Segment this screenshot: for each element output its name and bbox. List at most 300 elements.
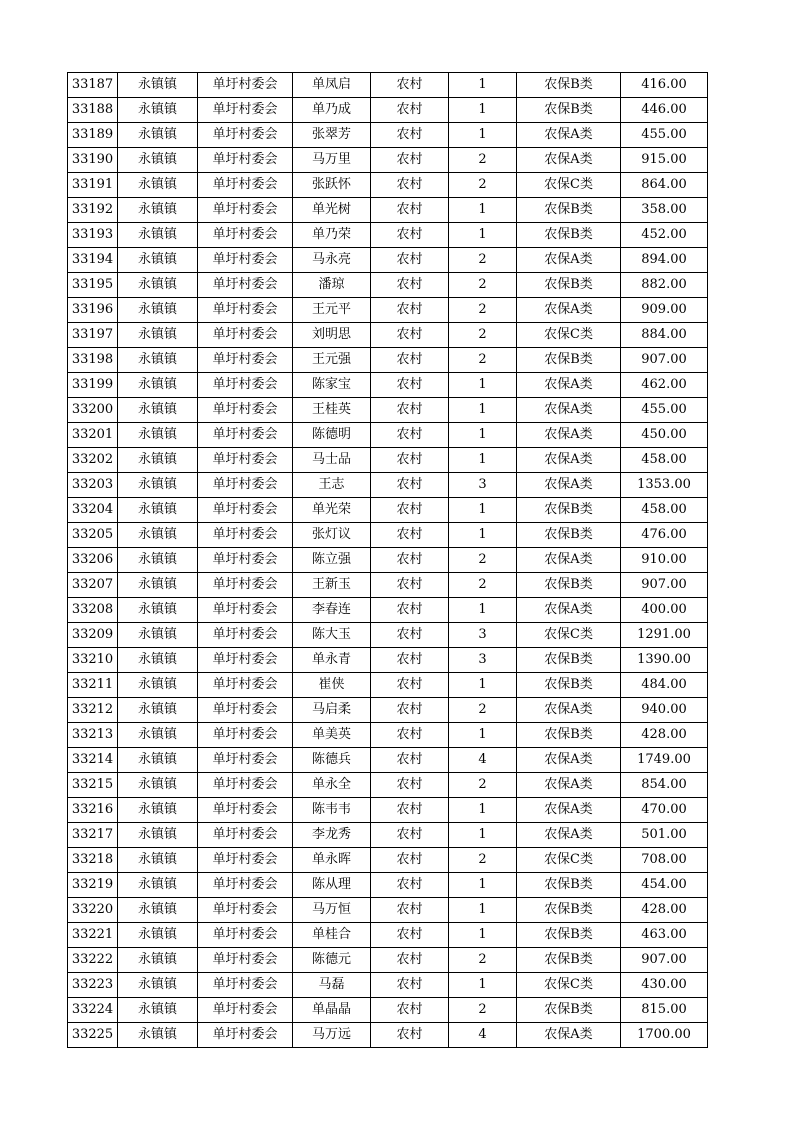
name-cell: 单光荣: [293, 498, 371, 523]
name-cell: 张跃怀: [293, 173, 371, 198]
table-row: [68, 673, 708, 698]
household-count-cell: 1: [449, 223, 517, 248]
name-cell: 陈德明: [293, 423, 371, 448]
amount-cell: 501.00: [621, 823, 708, 848]
town-cell: 永镇镇: [118, 548, 198, 573]
village-committee-cell: 单圩村委会: [198, 673, 293, 698]
amount-cell: 484.00: [621, 673, 708, 698]
amount-cell: 476.00: [621, 523, 708, 548]
area-type-cell: 农村: [371, 748, 449, 773]
area-type-cell: 农村: [371, 448, 449, 473]
name-cell: 陈德兵: [293, 748, 371, 773]
household-count-cell: 1: [449, 873, 517, 898]
name-cell: 马磊: [293, 973, 371, 998]
area-type-cell: 农村: [371, 498, 449, 523]
table-row: [68, 298, 708, 323]
table-row: [68, 148, 708, 173]
household-count-cell: 2: [449, 273, 517, 298]
area-type-cell: 农村: [371, 223, 449, 248]
record-id-cell: 33190: [68, 148, 118, 173]
name-cell: 陈大玉: [293, 623, 371, 648]
record-id-cell: 33217: [68, 823, 118, 848]
town-cell: 永镇镇: [118, 673, 198, 698]
amount-cell: 450.00: [621, 423, 708, 448]
table-row: [68, 1023, 708, 1048]
village-committee-cell: 单圩村委会: [198, 148, 293, 173]
area-type-cell: 农村: [371, 773, 449, 798]
amount-cell: 884.00: [621, 323, 708, 348]
town-cell: 永镇镇: [118, 1023, 198, 1048]
record-id-cell: 33205: [68, 523, 118, 548]
town-cell: 永镇镇: [118, 573, 198, 598]
insurance-category-cell: 农保B类: [517, 648, 621, 673]
amount-cell: 458.00: [621, 498, 708, 523]
table-row: [68, 348, 708, 373]
area-type-cell: 农村: [371, 473, 449, 498]
village-committee-cell: 单圩村委会: [198, 823, 293, 848]
amount-cell: 463.00: [621, 923, 708, 948]
town-cell: 永镇镇: [118, 223, 198, 248]
area-type-cell: 农村: [371, 648, 449, 673]
record-id-cell: 33194: [68, 248, 118, 273]
town-cell: 永镇镇: [118, 473, 198, 498]
record-id-cell: 33199: [68, 373, 118, 398]
name-cell: 单凤启: [293, 73, 371, 98]
village-committee-cell: 单圩村委会: [198, 198, 293, 223]
amount-cell: 428.00: [621, 723, 708, 748]
village-committee-cell: 单圩村委会: [198, 698, 293, 723]
village-committee-cell: 单圩村委会: [198, 223, 293, 248]
area-type-cell: 农村: [371, 1023, 449, 1048]
amount-cell: 470.00: [621, 798, 708, 823]
household-count-cell: 3: [449, 623, 517, 648]
record-id-cell: 33215: [68, 773, 118, 798]
table-row: [68, 648, 708, 673]
table-row: [68, 523, 708, 548]
area-type-cell: 农村: [371, 173, 449, 198]
record-id-cell: 33203: [68, 473, 118, 498]
area-type-cell: 农村: [371, 198, 449, 223]
village-committee-cell: 单圩村委会: [198, 173, 293, 198]
name-cell: 陈韦韦: [293, 798, 371, 823]
name-cell: 王元强: [293, 348, 371, 373]
name-cell: 单光树: [293, 198, 371, 223]
insurance-category-cell: 农保A类: [517, 298, 621, 323]
table-row: [68, 948, 708, 973]
record-id-cell: 33188: [68, 98, 118, 123]
insurance-category-cell: 农保B类: [517, 273, 621, 298]
name-cell: 马士品: [293, 448, 371, 473]
record-id-cell: 33187: [68, 73, 118, 98]
village-committee-cell: 单圩村委会: [198, 648, 293, 673]
table-row: [68, 398, 708, 423]
area-type-cell: 农村: [371, 598, 449, 623]
area-type-cell: 农村: [371, 348, 449, 373]
name-cell: 马启柔: [293, 698, 371, 723]
town-cell: 永镇镇: [118, 748, 198, 773]
village-committee-cell: 单圩村委会: [198, 873, 293, 898]
area-type-cell: 农村: [371, 273, 449, 298]
amount-cell: 452.00: [621, 223, 708, 248]
area-type-cell: 农村: [371, 948, 449, 973]
amount-cell: 907.00: [621, 573, 708, 598]
village-committee-cell: 单圩村委会: [198, 423, 293, 448]
name-cell: 王志: [293, 473, 371, 498]
amount-cell: 458.00: [621, 448, 708, 473]
town-cell: 永镇镇: [118, 923, 198, 948]
amount-cell: 455.00: [621, 398, 708, 423]
insurance-category-cell: 农保B类: [517, 573, 621, 598]
amount-cell: 1353.00: [621, 473, 708, 498]
record-id-cell: 33192: [68, 198, 118, 223]
insurance-category-cell: 农保B类: [517, 98, 621, 123]
village-committee-cell: 单圩村委会: [198, 948, 293, 973]
household-count-cell: 2: [449, 998, 517, 1023]
insurance-category-cell: 农保A类: [517, 248, 621, 273]
insurance-category-cell: 农保A类: [517, 398, 621, 423]
table-row: [68, 498, 708, 523]
village-committee-cell: 单圩村委会: [198, 923, 293, 948]
household-count-cell: 2: [449, 573, 517, 598]
household-count-cell: 2: [449, 948, 517, 973]
area-type-cell: 农村: [371, 548, 449, 573]
table-row: [68, 248, 708, 273]
name-cell: 单永青: [293, 648, 371, 673]
area-type-cell: 农村: [371, 973, 449, 998]
table-row: [68, 198, 708, 223]
household-count-cell: 2: [449, 348, 517, 373]
insurance-category-cell: 农保A类: [517, 748, 621, 773]
insurance-category-cell: 农保A类: [517, 773, 621, 798]
household-count-cell: 2: [449, 148, 517, 173]
table-row: [68, 998, 708, 1023]
name-cell: 单晶晶: [293, 998, 371, 1023]
amount-cell: 462.00: [621, 373, 708, 398]
name-cell: 马万远: [293, 1023, 371, 1048]
village-committee-cell: 单圩村委会: [198, 323, 293, 348]
record-id-cell: 33195: [68, 273, 118, 298]
area-type-cell: 农村: [371, 123, 449, 148]
record-id-cell: 33193: [68, 223, 118, 248]
area-type-cell: 农村: [371, 148, 449, 173]
insurance-category-cell: 农保A类: [517, 798, 621, 823]
name-cell: 王新玉: [293, 573, 371, 598]
household-count-cell: 2: [449, 698, 517, 723]
household-count-cell: 3: [449, 473, 517, 498]
town-cell: 永镇镇: [118, 648, 198, 673]
insurance-category-cell: 农保B类: [517, 723, 621, 748]
household-count-cell: 2: [449, 848, 517, 873]
town-cell: 永镇镇: [118, 998, 198, 1023]
household-count-cell: 1: [449, 723, 517, 748]
insurance-category-cell: 农保C类: [517, 623, 621, 648]
record-id-cell: 33216: [68, 798, 118, 823]
area-type-cell: 农村: [371, 73, 449, 98]
name-cell: 潘琼: [293, 273, 371, 298]
town-cell: 永镇镇: [118, 98, 198, 123]
town-cell: 永镇镇: [118, 323, 198, 348]
record-id-cell: 33206: [68, 548, 118, 573]
record-id-cell: 33222: [68, 948, 118, 973]
town-cell: 永镇镇: [118, 248, 198, 273]
village-committee-cell: 单圩村委会: [198, 623, 293, 648]
household-count-cell: 1: [449, 498, 517, 523]
household-count-cell: 1: [449, 123, 517, 148]
town-cell: 永镇镇: [118, 723, 198, 748]
record-id-cell: 33197: [68, 323, 118, 348]
name-cell: 单永全: [293, 773, 371, 798]
table-row: [68, 98, 708, 123]
area-type-cell: 农村: [371, 323, 449, 348]
amount-cell: 909.00: [621, 298, 708, 323]
amount-cell: 1390.00: [621, 648, 708, 673]
village-committee-cell: 单圩村委会: [198, 98, 293, 123]
household-count-cell: 2: [449, 248, 517, 273]
name-cell: 单乃成: [293, 98, 371, 123]
insurance-category-cell: 农保B类: [517, 998, 621, 1023]
name-cell: 陈德元: [293, 948, 371, 973]
table-row: [68, 448, 708, 473]
record-id-cell: 33189: [68, 123, 118, 148]
household-count-cell: 1: [449, 923, 517, 948]
town-cell: 永镇镇: [118, 948, 198, 973]
insurance-category-cell: 农保A类: [517, 698, 621, 723]
name-cell: 王元平: [293, 298, 371, 323]
record-id-cell: 33191: [68, 173, 118, 198]
area-type-cell: 农村: [371, 398, 449, 423]
insurance-category-cell: 农保B类: [517, 498, 621, 523]
amount-cell: 1700.00: [621, 1023, 708, 1048]
name-cell: 单桂合: [293, 923, 371, 948]
town-cell: 永镇镇: [118, 148, 198, 173]
area-type-cell: 农村: [371, 673, 449, 698]
household-count-cell: 1: [449, 598, 517, 623]
data-table: [67, 72, 708, 1048]
area-type-cell: 农村: [371, 98, 449, 123]
table-row: [68, 73, 708, 98]
table-row: [68, 723, 708, 748]
village-committee-cell: 单圩村委会: [198, 598, 293, 623]
insurance-category-cell: 农保B类: [517, 223, 621, 248]
name-cell: 崔侠: [293, 673, 371, 698]
area-type-cell: 农村: [371, 698, 449, 723]
town-cell: 永镇镇: [118, 73, 198, 98]
household-count-cell: 1: [449, 448, 517, 473]
insurance-category-cell: 农保A类: [517, 1023, 621, 1048]
record-id-cell: 33204: [68, 498, 118, 523]
record-id-cell: 33196: [68, 298, 118, 323]
record-id-cell: 33218: [68, 848, 118, 873]
insurance-category-cell: 农保A类: [517, 123, 621, 148]
town-cell: 永镇镇: [118, 623, 198, 648]
village-committee-cell: 单圩村委会: [198, 73, 293, 98]
town-cell: 永镇镇: [118, 873, 198, 898]
record-id-cell: 33202: [68, 448, 118, 473]
town-cell: 永镇镇: [118, 973, 198, 998]
village-committee-cell: 单圩村委会: [198, 723, 293, 748]
name-cell: 马万恒: [293, 898, 371, 923]
amount-cell: 416.00: [621, 73, 708, 98]
name-cell: 单美英: [293, 723, 371, 748]
insurance-category-cell: 农保B类: [517, 198, 621, 223]
insurance-category-cell: 农保C类: [517, 323, 621, 348]
table-row: [68, 873, 708, 898]
town-cell: 永镇镇: [118, 798, 198, 823]
area-type-cell: 农村: [371, 873, 449, 898]
amount-cell: 708.00: [621, 848, 708, 873]
village-committee-cell: 单圩村委会: [198, 998, 293, 1023]
area-type-cell: 农村: [371, 723, 449, 748]
insurance-category-cell: 农保B类: [517, 348, 621, 373]
amount-cell: 854.00: [621, 773, 708, 798]
village-committee-cell: 单圩村委会: [198, 473, 293, 498]
table-row: [68, 548, 708, 573]
insurance-category-cell: 农保B类: [517, 898, 621, 923]
town-cell: 永镇镇: [118, 848, 198, 873]
insurance-category-cell: 农保A类: [517, 423, 621, 448]
record-id-cell: 33207: [68, 573, 118, 598]
village-committee-cell: 单圩村委会: [198, 398, 293, 423]
household-count-cell: 1: [449, 523, 517, 548]
village-committee-cell: 单圩村委会: [198, 898, 293, 923]
name-cell: 单乃荣: [293, 223, 371, 248]
table-row: [68, 698, 708, 723]
table-row: [68, 748, 708, 773]
town-cell: 永镇镇: [118, 598, 198, 623]
amount-cell: 358.00: [621, 198, 708, 223]
village-committee-cell: 单圩村委会: [198, 348, 293, 373]
area-type-cell: 农村: [371, 798, 449, 823]
name-cell: 陈从理: [293, 873, 371, 898]
table-row: [68, 473, 708, 498]
record-id-cell: 33211: [68, 673, 118, 698]
name-cell: 马万里: [293, 148, 371, 173]
insurance-category-cell: 农保A类: [517, 373, 621, 398]
household-count-cell: 1: [449, 398, 517, 423]
insurance-category-cell: 农保B类: [517, 873, 621, 898]
amount-cell: 446.00: [621, 98, 708, 123]
insurance-category-cell: 农保A类: [517, 448, 621, 473]
record-id-cell: 33220: [68, 898, 118, 923]
record-id-cell: 33212: [68, 698, 118, 723]
area-type-cell: 农村: [371, 523, 449, 548]
town-cell: 永镇镇: [118, 298, 198, 323]
village-committee-cell: 单圩村委会: [198, 848, 293, 873]
household-count-cell: 1: [449, 373, 517, 398]
name-cell: 李春连: [293, 598, 371, 623]
name-cell: 张翠芳: [293, 123, 371, 148]
record-id-cell: 33213: [68, 723, 118, 748]
town-cell: 永镇镇: [118, 823, 198, 848]
household-count-cell: 2: [449, 548, 517, 573]
record-id-cell: 33208: [68, 598, 118, 623]
insurance-category-cell: 农保B类: [517, 948, 621, 973]
area-type-cell: 农村: [371, 623, 449, 648]
table-row: [68, 223, 708, 248]
town-cell: 永镇镇: [118, 373, 198, 398]
amount-cell: 1749.00: [621, 748, 708, 773]
record-id-cell: 33223: [68, 973, 118, 998]
village-committee-cell: 单圩村委会: [198, 1023, 293, 1048]
village-committee-cell: 单圩村委会: [198, 123, 293, 148]
household-count-cell: 4: [449, 748, 517, 773]
table-row: [68, 773, 708, 798]
name-cell: 王桂英: [293, 398, 371, 423]
village-committee-cell: 单圩村委会: [198, 548, 293, 573]
amount-cell: 910.00: [621, 548, 708, 573]
village-committee-cell: 单圩村委会: [198, 448, 293, 473]
village-committee-cell: 单圩村委会: [198, 248, 293, 273]
amount-cell: 455.00: [621, 123, 708, 148]
insurance-category-cell: 农保A类: [517, 473, 621, 498]
insurance-category-cell: 农保A类: [517, 148, 621, 173]
amount-cell: 894.00: [621, 248, 708, 273]
insurance-category-cell: 农保C类: [517, 848, 621, 873]
household-count-cell: 1: [449, 198, 517, 223]
name-cell: 陈立强: [293, 548, 371, 573]
village-committee-cell: 单圩村委会: [198, 798, 293, 823]
village-committee-cell: 单圩村委会: [198, 498, 293, 523]
table-row: [68, 973, 708, 998]
record-id-cell: 33219: [68, 873, 118, 898]
area-type-cell: 农村: [371, 373, 449, 398]
name-cell: 张灯议: [293, 523, 371, 548]
record-id-cell: 33200: [68, 398, 118, 423]
town-cell: 永镇镇: [118, 523, 198, 548]
village-committee-cell: 单圩村委会: [198, 298, 293, 323]
area-type-cell: 农村: [371, 573, 449, 598]
record-id-cell: 33214: [68, 748, 118, 773]
amount-cell: 428.00: [621, 898, 708, 923]
table-row: [68, 823, 708, 848]
table-row: [68, 173, 708, 198]
name-cell: 马永亮: [293, 248, 371, 273]
household-count-cell: 1: [449, 823, 517, 848]
table-row: [68, 373, 708, 398]
household-count-cell: 2: [449, 773, 517, 798]
record-id-cell: 33225: [68, 1023, 118, 1048]
area-type-cell: 农村: [371, 248, 449, 273]
town-cell: 永镇镇: [118, 123, 198, 148]
area-type-cell: 农村: [371, 298, 449, 323]
town-cell: 永镇镇: [118, 773, 198, 798]
insurance-category-cell: 农保A类: [517, 548, 621, 573]
table-row: [68, 798, 708, 823]
town-cell: 永镇镇: [118, 698, 198, 723]
area-type-cell: 农村: [371, 998, 449, 1023]
household-count-cell: 3: [449, 648, 517, 673]
table-row: [68, 898, 708, 923]
record-id-cell: 33224: [68, 998, 118, 1023]
village-committee-cell: 单圩村委会: [198, 273, 293, 298]
table-row: [68, 623, 708, 648]
insurance-category-cell: 农保B类: [517, 673, 621, 698]
household-count-cell: 2: [449, 323, 517, 348]
amount-cell: 907.00: [621, 948, 708, 973]
household-count-cell: 1: [449, 73, 517, 98]
insurance-category-cell: 农保B类: [517, 523, 621, 548]
name-cell: 单永晖: [293, 848, 371, 873]
record-id-cell: 33210: [68, 648, 118, 673]
amount-cell: 454.00: [621, 873, 708, 898]
amount-cell: 864.00: [621, 173, 708, 198]
area-type-cell: 农村: [371, 823, 449, 848]
town-cell: 永镇镇: [118, 273, 198, 298]
amount-cell: 915.00: [621, 148, 708, 173]
record-id-cell: 33209: [68, 623, 118, 648]
household-count-cell: 1: [449, 973, 517, 998]
insurance-category-cell: 农保A类: [517, 823, 621, 848]
